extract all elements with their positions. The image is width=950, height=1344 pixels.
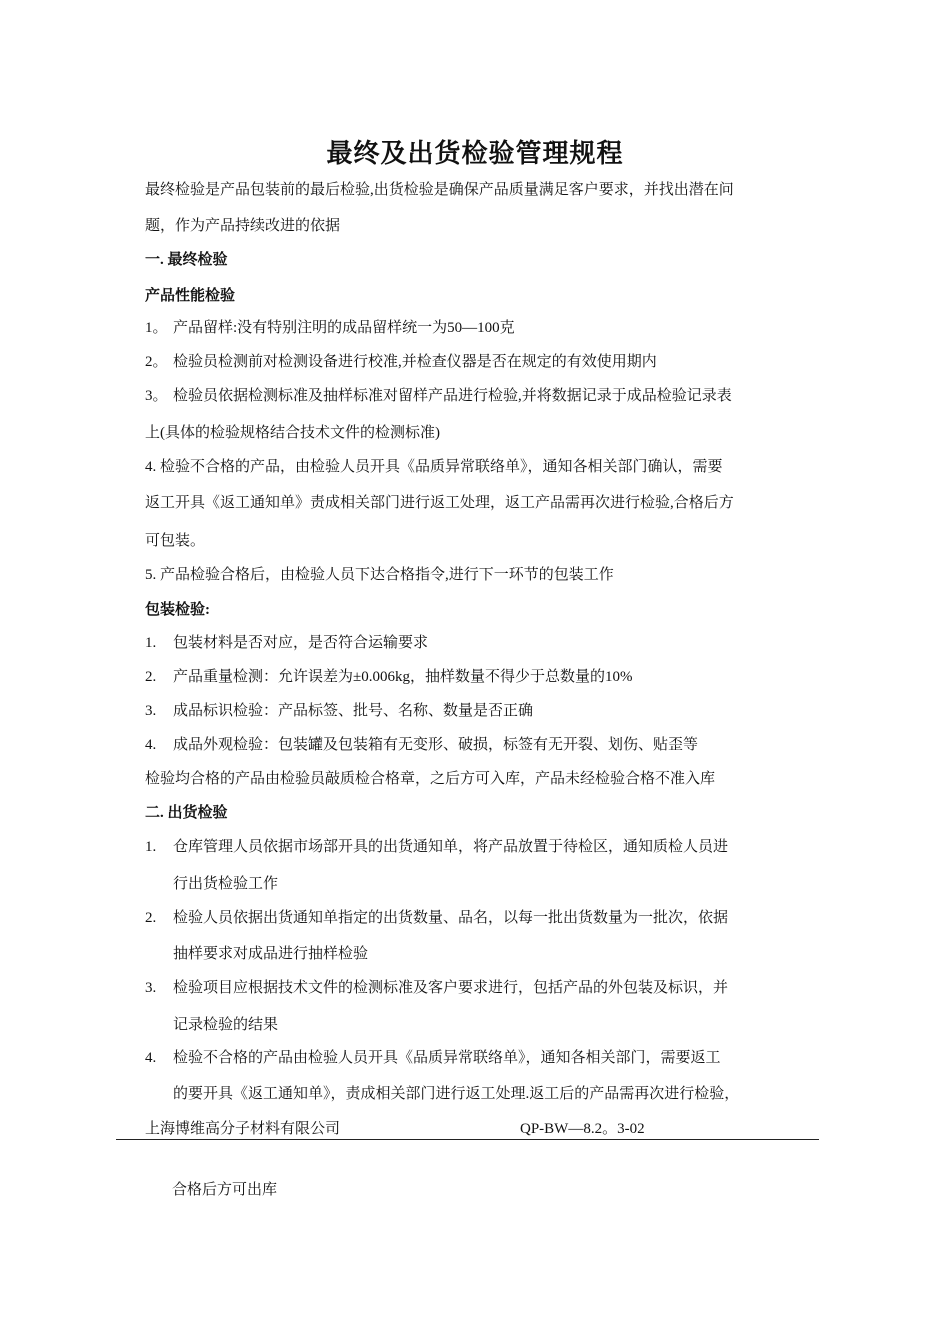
item-number: 4. xyxy=(145,1050,157,1066)
item-number: 4. xyxy=(145,459,157,475)
list-item xyxy=(145,384,732,405)
section-1-heading: 一. 最终检验 xyxy=(145,252,228,268)
list-item xyxy=(145,455,723,476)
item-text: 检验不合格的产品由检验人员开具《品质异常联络单》，通知各相关部门，需要返工 xyxy=(173,1050,721,1066)
item-number: 3。 xyxy=(145,388,168,404)
item-text: 检验不合格的产品，由检验人员开具《品质异常联络单》，通知各相关部门确认，需要 xyxy=(160,459,723,475)
footer-company: 上海博维高分子材料有限公司 xyxy=(145,1121,341,1137)
item-text: 检验项目应根据技术文件的检测标准及客户要求进行，包括产品的外包装及标识，并 xyxy=(173,980,729,996)
subheading-performance: 产品性能检验 xyxy=(145,288,236,304)
item-number: 1。 xyxy=(145,320,168,336)
item-text: 产品重量检测：允许误差为±0.006kg，抽样数量不得少于总数量的10% xyxy=(173,669,633,685)
item-text: 检验员检测前对检测设备进行校准,并检查仪器是否在规定的有效使用期内 xyxy=(173,354,657,370)
intro-line-1: 最终检验是产品包装前的最后检验,出货检验是确保产品质量满足客户要求，并找出潜在问 xyxy=(145,182,734,198)
list-item-continuation: 记录检验的结果 xyxy=(173,1017,279,1033)
list-item-continuation: 上(具体的检验规格结合技术文件的检测标准) xyxy=(145,425,440,441)
item-text: 产品检验合格后，由检验人员下达合格指令,进行下一环节的包装工作 xyxy=(160,567,614,583)
item-number: 5. xyxy=(145,567,157,583)
list-item-continuation: 返工开具《返工通知单》责成相关部门进行返工处理，返工产品需再次进行检验,合格后方 xyxy=(145,495,734,511)
list-item xyxy=(145,835,728,856)
item-text: 产品留样:没有特别注明的成品留样统一为50—100克 xyxy=(173,320,515,336)
item-text: 仓库管理人员依据市场部开具的出货通知单，将产品放置于待检区，通知质检人员进 xyxy=(173,839,729,855)
item-number: 1. xyxy=(145,635,157,651)
section-2-heading: 二. 出货检验 xyxy=(145,805,228,821)
document-title: 最终及出货检验管理规程 xyxy=(326,139,624,168)
item-number: 2。 xyxy=(145,354,168,370)
item-number: 2. xyxy=(145,669,157,685)
list-item-continuation: 抽样要求对成品进行抽样检验 xyxy=(173,946,369,962)
list-item-continuation: 的要开具《返工通知单》，责成相关部门进行返工处理.返工后的产品需再次进行检验， xyxy=(173,1086,740,1102)
list-item xyxy=(145,976,728,997)
list-item-continuation: 行出货检验工作 xyxy=(173,876,279,892)
list-item xyxy=(145,699,533,720)
item-text: 成品外观检验：包装罐及包装箱有无变形、破损，标签有无开裂、划伤、贴歪等 xyxy=(173,737,699,753)
list-item xyxy=(145,631,428,652)
list-item xyxy=(145,665,632,686)
footer-doc-code: QP-BW—8.2。3-02 xyxy=(520,1121,645,1137)
item-number: 4. xyxy=(145,737,157,753)
item-number: 2. xyxy=(145,910,157,926)
list-item xyxy=(145,1046,721,1067)
list-item-continuation: 可包装。 xyxy=(145,533,206,549)
item-number: 3. xyxy=(145,980,157,996)
item-text: 包装材料是否对应，是否符合运输要求 xyxy=(173,635,429,651)
item-number: 1. xyxy=(145,839,157,855)
list-item xyxy=(145,733,698,754)
item-number: 3. xyxy=(145,703,157,719)
item-text: 检验员依据检测标准及抽样标准对留样产品进行检验,并将数据记录于成品检验记录表 xyxy=(173,388,732,404)
item-text: 检验人员依据出货通知单指定的出货数量、品名，以每一批出货数量为一批次，依据 xyxy=(173,910,729,926)
list-item xyxy=(145,316,515,337)
list-item xyxy=(145,350,657,371)
subheading-packaging: 包装检验: xyxy=(145,602,210,618)
section-1-closing: 检验均合格的产品由检验员敲质检合格章，之后方可入库，产品未经检验合格不准入库 xyxy=(145,771,716,787)
continuation-text: 合格后方可出库 xyxy=(172,1182,278,1198)
list-item xyxy=(145,563,614,584)
item-text: 成品标识检验：产品标签、批号、名称、数量是否正确 xyxy=(173,703,534,719)
footer-divider xyxy=(116,1139,819,1140)
list-item xyxy=(145,906,728,927)
intro-line-2: 题，作为产品持续改进的依据 xyxy=(145,218,341,234)
